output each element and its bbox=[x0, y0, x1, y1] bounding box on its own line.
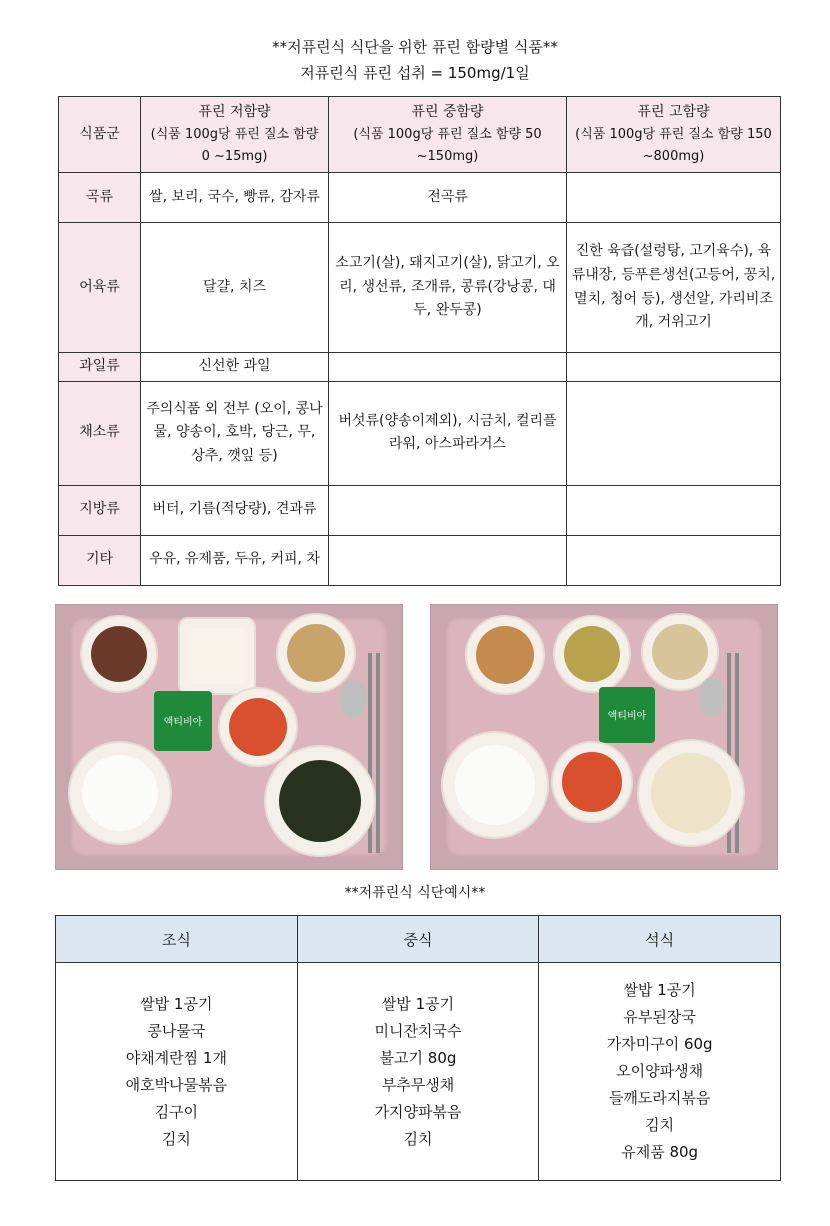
side-dish-bowl bbox=[276, 613, 356, 693]
menu-item: 쌀밥 1공기 bbox=[140, 994, 213, 1013]
side-dish-bowl bbox=[80, 615, 158, 693]
menu-item: 부추무생채 bbox=[381, 1075, 455, 1094]
cell-mid bbox=[329, 485, 567, 535]
menu-item: 김치 bbox=[403, 1129, 433, 1148]
table-row bbox=[59, 535, 781, 585]
cell-high bbox=[567, 381, 781, 485]
row-group: 어육류 bbox=[59, 223, 141, 353]
header-low-label: 퓨린 저함량 bbox=[198, 103, 271, 120]
cell-low: 신선한 과일 bbox=[141, 353, 329, 382]
header-low-sub: (식품 100g당 퓨린 질소 함량 0 ~15mg) bbox=[150, 127, 319, 165]
row-group: 지방류 bbox=[59, 485, 141, 535]
chopstick bbox=[376, 653, 380, 853]
soup-bowl bbox=[264, 745, 376, 857]
page-subtitle: 저퓨린식 퓨린 섭취 = 150mg/1일 bbox=[300, 64, 530, 82]
kimchi-bowl bbox=[551, 741, 633, 823]
row-group: 곡류 bbox=[59, 173, 141, 223]
dinner-cell bbox=[539, 963, 781, 1181]
menu-item: 유제품 80g bbox=[621, 1143, 699, 1161]
menu-item: 들깨도라지볶음 bbox=[608, 1089, 711, 1107]
cell-high bbox=[567, 353, 781, 382]
header-high bbox=[567, 97, 781, 173]
rice-bowl bbox=[441, 731, 549, 839]
spoon bbox=[340, 679, 366, 719]
cell-high bbox=[567, 173, 781, 223]
example-title: **저퓨린식 식단예시** bbox=[344, 885, 486, 901]
cell-mid: 버섯류(양송이제외), 시금치, 컬리플라워, 아스파라거스 bbox=[329, 381, 567, 485]
table-row bbox=[59, 223, 781, 353]
header-lunch: 중식 bbox=[297, 916, 539, 963]
header-high-label: 퓨린 고함량 bbox=[637, 103, 710, 120]
menu-item: 오이양파생채 bbox=[616, 1062, 704, 1080]
menu-item: 쌀밥 1공기 bbox=[623, 981, 696, 999]
menu-item: 김구이 bbox=[154, 1102, 199, 1121]
purine-table bbox=[58, 96, 781, 586]
yogurt-carton bbox=[599, 687, 655, 743]
meal-photo-2 bbox=[430, 604, 778, 870]
cell-mid bbox=[329, 353, 567, 382]
lunch-cell bbox=[297, 963, 539, 1181]
tofu-dish bbox=[178, 617, 256, 695]
menu-item: 김치 bbox=[161, 1129, 191, 1148]
header-high-sub: (식품 100g당 퓨린 질소 함량 150 ~800mg) bbox=[575, 127, 772, 165]
cell-low: 버터, 기름(적당량), 견과류 bbox=[141, 485, 329, 535]
cell-low: 쌀, 보리, 국수, 빵류, 감자류 bbox=[141, 173, 329, 223]
rice-bowl bbox=[68, 741, 172, 845]
header-mid bbox=[329, 97, 567, 173]
menu-item: 미니잔치국수 bbox=[374, 1021, 462, 1040]
menu-item: 애호박나물볶음 bbox=[125, 1075, 228, 1094]
menu-table bbox=[55, 915, 781, 1181]
menu-item: 가지양파볶음 bbox=[374, 1102, 462, 1121]
header-food-group: 식품군 bbox=[59, 97, 141, 173]
fish-dish bbox=[465, 615, 545, 695]
table-row bbox=[59, 173, 781, 223]
header-mid-label: 퓨린 중함량 bbox=[411, 103, 484, 120]
carton-label: 액티비아 bbox=[607, 711, 647, 722]
table-row bbox=[59, 485, 781, 535]
cell-low: 우유, 유제품, 두유, 커피, 차 bbox=[141, 535, 329, 585]
soup-bowl bbox=[637, 739, 745, 847]
meal-photo-1 bbox=[55, 604, 403, 870]
menu-item: 쌀밥 1공기 bbox=[381, 994, 455, 1013]
yogurt-carton bbox=[154, 691, 212, 751]
cell-high bbox=[567, 485, 781, 535]
header-dinner: 석식 bbox=[539, 916, 781, 963]
cell-mid: 소고기(살), 돼지고기(살), 닭고기, 오리, 생선류, 조개류, 콩류(강낭콩, 대두, 완두콩) bbox=[329, 223, 567, 353]
menu-item: 김치 bbox=[645, 1116, 675, 1134]
menu-item: 유부된장국 bbox=[623, 1008, 696, 1026]
menu-item: 콩나물국 bbox=[147, 1021, 206, 1040]
menu-item: 불고기 80g bbox=[379, 1048, 457, 1067]
row-group: 기타 bbox=[59, 535, 141, 585]
side-dish-bowl bbox=[553, 615, 631, 693]
cell-high bbox=[567, 535, 781, 585]
row-group: 과일류 bbox=[59, 353, 141, 382]
cell-mid bbox=[329, 535, 567, 585]
menu-item: 가자미구이 60g bbox=[606, 1035, 713, 1053]
cell-high: 진한 육즙(설렁탕, 고기육수), 육류내장, 등푸른생선(고등어, 꽁치, 멸치, 청어 등), 생선알, 가리비조개, 거위고기 bbox=[567, 223, 781, 353]
menu-item: 야채계란찜 1개 bbox=[125, 1048, 227, 1067]
cell-mid: 전곡류 bbox=[329, 173, 567, 223]
header-breakfast: 조식 bbox=[56, 916, 298, 963]
carton-label: 액티비아 bbox=[163, 717, 203, 728]
header-low bbox=[141, 97, 329, 173]
spoon bbox=[699, 677, 725, 717]
breakfast-cell bbox=[56, 963, 298, 1181]
cell-low: 주의식품 외 전부 (오이, 콩나물, 양송이, 호박, 당근, 무, 상추, 깻잎 등) bbox=[141, 381, 329, 485]
row-group: 채소류 bbox=[59, 381, 141, 485]
header-mid-sub: (식품 100g당 퓨린 질소 함량 50 ~150mg) bbox=[353, 127, 542, 165]
table-row bbox=[59, 353, 781, 382]
cell-low: 달걀, 치즈 bbox=[141, 223, 329, 353]
table-row bbox=[59, 381, 781, 485]
page-title: **저퓨린식 식단을 위한 퓨린 함량별 식품** bbox=[272, 38, 558, 56]
